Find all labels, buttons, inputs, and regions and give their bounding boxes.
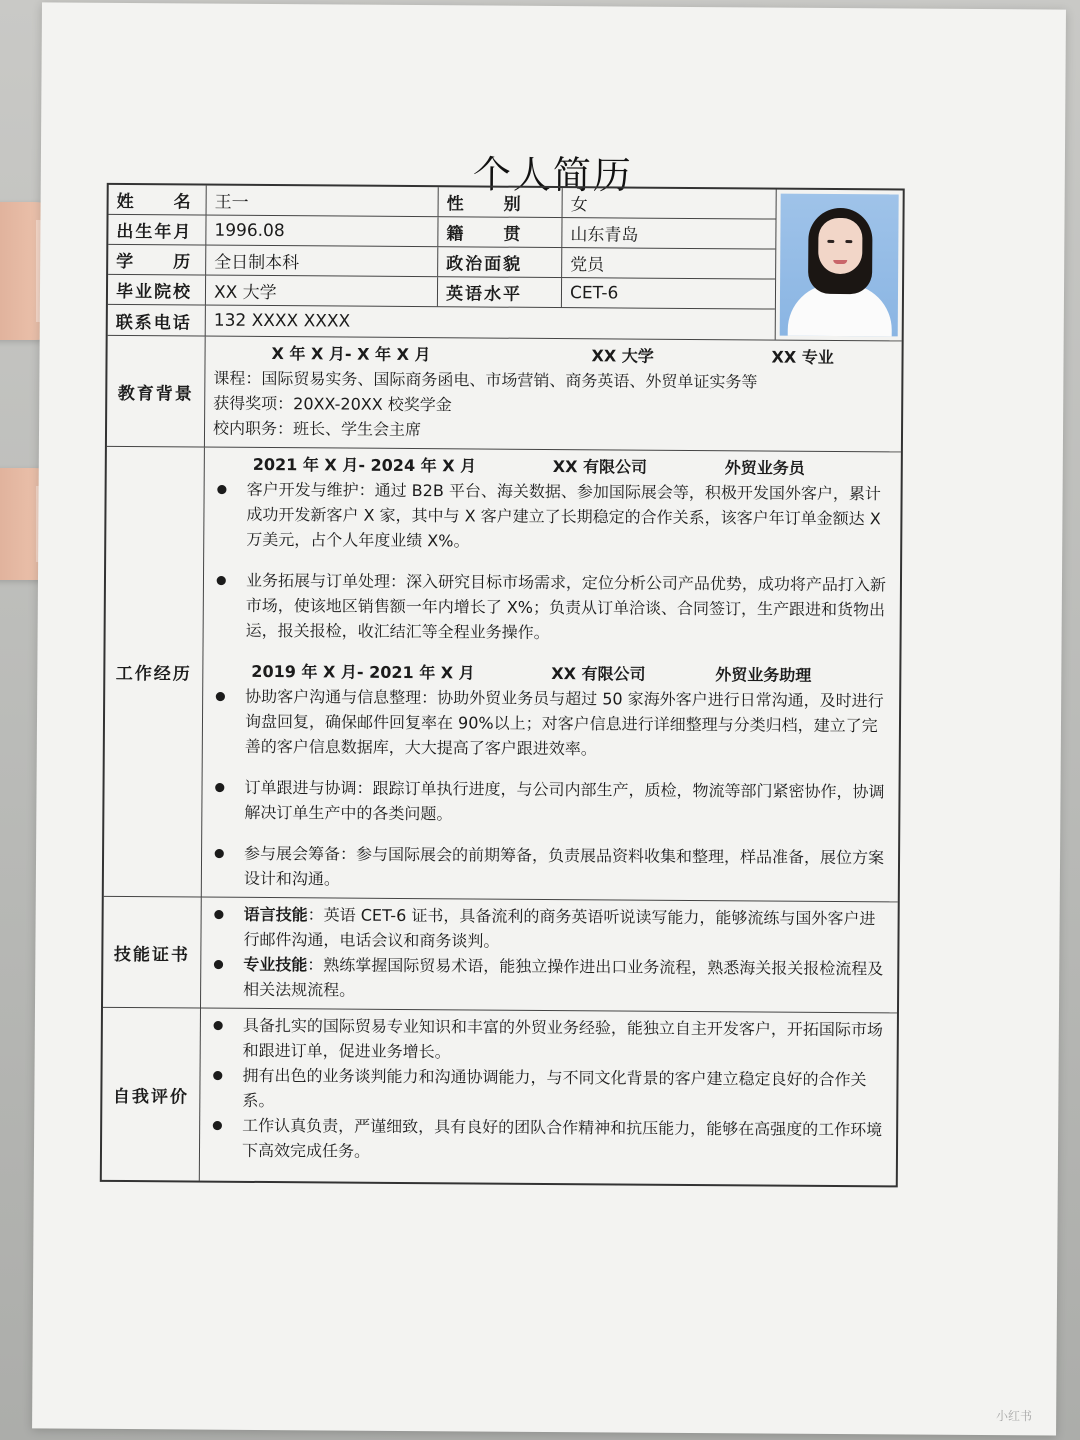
work-section (104, 447, 901, 903)
education-school: XX 大学 (591, 346, 654, 366)
basic-info-block (108, 185, 903, 341)
bullet-text (243, 902, 889, 957)
resume-paper (32, 2, 1066, 1435)
field-label: 籍 贯 (438, 217, 562, 247)
field-label: 毕业院校 (108, 275, 206, 305)
face (818, 218, 862, 274)
skill-text: ：英语 CET-6 证书，具备流利的商务英语听说读写能力，能够流练与国外客户进行邮件沟通，电话会议和商务谈判。 (243, 905, 876, 951)
section-label: 教育背景 (107, 336, 206, 447)
field-value: 王一 (207, 186, 439, 217)
skill-title: 专业技能 (243, 954, 308, 975)
bullet-icon: ● (213, 956, 224, 971)
skills-content (201, 898, 898, 1013)
field-label: 英语水平 (438, 277, 562, 307)
bullet-item (208, 1113, 888, 1168)
bullet-item (212, 477, 893, 557)
phone-value: 132 XXXX XXXX (213, 310, 351, 332)
job-company: XX 有限公司 (552, 457, 648, 477)
education-content (205, 337, 902, 452)
bullet-icon: ● (214, 779, 226, 794)
field-label: 姓 名 (109, 185, 207, 215)
job-period: 2021 年 X 月- 2024 年 X 月 (252, 454, 477, 476)
self-evaluation-content (200, 1009, 897, 1186)
job-position: 外贸业务助理 (715, 665, 812, 685)
field-label: 政治面貌 (438, 247, 562, 277)
skills-section (103, 897, 898, 1014)
field-value: 女 (570, 195, 588, 216)
self-evaluation-section (102, 1008, 897, 1186)
education-line: 获得奖项：20XX-20XX 校奖学金 (213, 393, 452, 415)
section-label: 技能证书 (103, 897, 202, 1008)
bullet-item (210, 841, 890, 896)
bullet-icon: ● (216, 481, 228, 496)
resume-table (100, 183, 905, 1188)
education-line: 校内职务：班长、学生会主席 (212, 418, 422, 440)
field-label: 出生年月 (108, 215, 206, 245)
education-line: 课程：国际贸易实务、国际商务函电、市场营销、商务英语、外贸单证实务等 (213, 368, 758, 392)
basic-info-fields (108, 185, 776, 340)
info-row (108, 215, 775, 250)
bullet-text: 协助客户沟通与信息整理：协助外贸业务员与超过 50 家海外客户进行日常沟通，及时进行询盘回复，确保邮件回复率在 90%以上；对客户信息进行详细整理与分类归档，建立了完善的客户信息数据库，大大提高了客户跟进效率。 (244, 686, 884, 759)
bullet-icon: ● (212, 1067, 224, 1082)
field-value: XX 大学 (206, 276, 438, 307)
bullet-item (212, 568, 893, 648)
bullet-text: 订单跟进与协调：跟踪订单执行进度，与公司内部生产，质检，物流等部门紧密协作，协调解决订单生产中的各类问题。 (244, 777, 885, 824)
bullet-icon: ● (215, 688, 226, 703)
field-value: 山东青岛 (570, 225, 639, 246)
skill-text: ：熟练掌握国际贸易术语，能独立操作进出口业务流程，熟悉海关报关报检流程及相关法规流程。 (243, 955, 884, 1000)
bullet-text: 拥有出色的业务谈判能力和沟通协调能力，与不同文化背景的客户建立稳定良好的合作关系。 (242, 1065, 867, 1111)
eye (827, 240, 834, 243)
bullet-item (210, 775, 890, 830)
info-row (108, 305, 775, 340)
info-row (109, 185, 776, 220)
bullet-icon: ● (212, 1117, 223, 1132)
bullet-text: 工作认真负责，严谨细致，具有良好的团队合作精神和抗压能力，能够在高强度的工作环境下高效完成任务。 (241, 1115, 883, 1161)
bullet-text: 业务拓展与订单处理：深入研究目标市场需求，定位分析公司产品优势，成功将产品打入新市场，使该地区销售额一年内增长了 X%；负责从订单洽谈、合同签订，生产跟进和货物出运，报关报检，收汇结汇等全程业务操作。 (245, 570, 887, 642)
bullet-item (209, 1013, 889, 1068)
info-row (108, 245, 775, 280)
field-value: 1996.08 (206, 216, 438, 247)
bullet-icon: ● (213, 906, 225, 921)
bullet-icon: ● (215, 572, 227, 587)
bullet-icon: ● (214, 845, 225, 860)
education-section (107, 335, 902, 453)
field-value: 全日制本科 (206, 246, 438, 277)
job-position: 外贸业务员 (724, 458, 805, 478)
job-period: 2019 年 X 月- 2021 年 X 月 (251, 661, 475, 683)
field-value: 党员 (570, 255, 605, 276)
field-value: CET-6 (569, 282, 619, 303)
photo-frame (774, 190, 902, 341)
bullet-icon: ● (212, 1017, 224, 1032)
job-company: XX 有限公司 (551, 663, 646, 684)
watermark: 小红书 (995, 1409, 1032, 1423)
mouth (833, 260, 847, 264)
info-row (108, 275, 775, 310)
field-label: 性 别 (439, 187, 563, 217)
bullet-item (209, 902, 889, 957)
bullet-item (208, 1063, 888, 1118)
bullet-text: 客户开发与维护：通过 B2B 平台、海关数据、参加国际展会等，积极开发国外客户，累计成功开发新客户 X 家，其中与 X 客户建立了长期稳定的合作关系，该客户年订单金额达 X 万美元，占个人年度业绩 X%。 (246, 479, 881, 551)
bullet-text: 具备扎实的国际贸易专业知识和丰富的外贸业务经验，能独立自主开发客户，开拓国际市场和跟进订单，促进业务增长。 (242, 1015, 883, 1062)
work-content (202, 448, 901, 902)
page-title: 个人简历 (472, 152, 633, 198)
bullet-item (211, 684, 892, 764)
section-label: 工作经历 (104, 447, 205, 897)
education-major: XX 专业 (771, 347, 834, 367)
field-label: 学 历 (108, 245, 206, 275)
bullet-text: 参与展会筹备：参与国际展会的前期筹备，负责展品资料收集和整理，样品准备，展位方案设计和沟通。 (243, 843, 885, 889)
section-label: 自我评价 (102, 1008, 201, 1181)
bullet-text (243, 952, 889, 1007)
bullet-item (209, 952, 889, 1007)
education-period: X 年 X 月- X 年 X 月 (271, 344, 431, 365)
eye (845, 240, 852, 243)
portrait-photo (779, 194, 898, 337)
skill-title: 语言技能 (243, 904, 308, 925)
field-label: 联系电话 (108, 305, 206, 336)
